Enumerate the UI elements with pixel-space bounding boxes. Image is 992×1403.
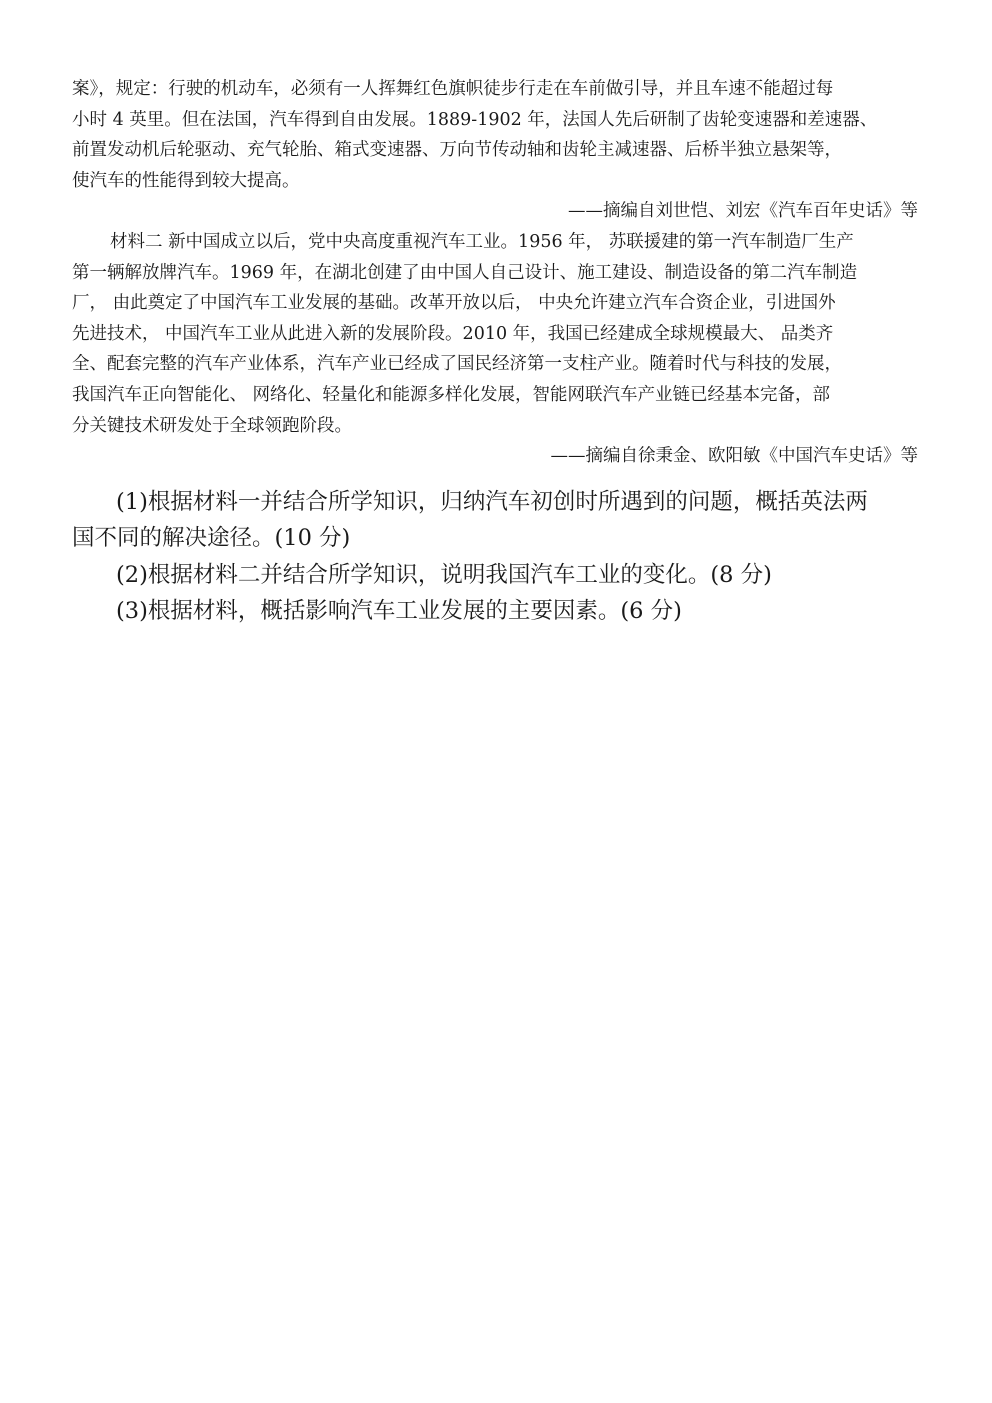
material-two-line: 我国汽车正向智能化、 网络化、轻量化和能源多样化发展，智能网联汽车产业链已经基本完备，部 bbox=[72, 384, 831, 405]
question-3: (3)根据材料，概括影响汽车工业发展的主要因素。(6 分) bbox=[116, 598, 682, 625]
material-two-source: ——摘编自徐秉金、欧阳敏《中国汽车史话》等 bbox=[550, 446, 918, 467]
material-one-line: 前置发动机后轮驱动、充气轮胎、箱式变速器、万向节传动轴和齿轮主减速器、后桥半独立悬架等， bbox=[72, 140, 842, 161]
material-two-line: 先进技术， 中国汽车工业从此进入新的发展阶段。2010 年，我国已经建成全球规模最大、 品类齐 bbox=[72, 323, 834, 344]
material-two-line: 材料二 新中国成立以后，党中央高度重视汽车工业。1956 年， 苏联援建的第一汽车制造厂生产 bbox=[110, 231, 854, 252]
material-two-line: 厂， 由此奠定了中国汽车工业发展的基础。改革开放以后， 中央允许建立汽车合资企业，引进国外 bbox=[72, 293, 836, 314]
material-one-tail bbox=[72, 74, 932, 227]
question-list bbox=[72, 484, 932, 630]
material-one-line: 案》，规定：行驶的机动车，必须有一人挥舞红色旗帜徒步行走在车前做引导，并且车速不能超过每 bbox=[72, 79, 834, 99]
question-1-continued: 国不同的解决途径。(10 分) bbox=[72, 525, 351, 552]
material-two-line: 全、配套完整的汽车产业体系，汽车产业已经成了国民经济第一支柱产业。随着时代与科技的发展， bbox=[72, 354, 842, 375]
material-one-source: ——摘编自刘世恺、刘宏《汽车百年史话》等 bbox=[568, 201, 918, 222]
material-two bbox=[72, 227, 932, 472]
document-page bbox=[72, 74, 932, 630]
question-2: (2)根据材料二并结合所学知识，说明我国汽车工业的变化。(8 分) bbox=[116, 561, 772, 588]
material-two-line: 分关键技术研发处于全球领跑阶段。 bbox=[72, 415, 352, 436]
material-one-line: 使汽车的性能得到较大提高。 bbox=[72, 170, 300, 191]
question-1: (1)根据材料一并结合所学知识，归纳汽车初创时所遇到的问题，概括英法两 bbox=[116, 488, 868, 515]
material-one-line: 小时 4 英里。但在法国，汽车得到自由发展。1889-1902 年，法国人先后研制了齿轮变速器和差速器、 bbox=[72, 109, 878, 130]
material-two-line: 第一辆解放牌汽车。1969 年，在湖北创建了由中国人自己设计、施工建设、制造设备的第二汽车制造 bbox=[72, 262, 858, 283]
